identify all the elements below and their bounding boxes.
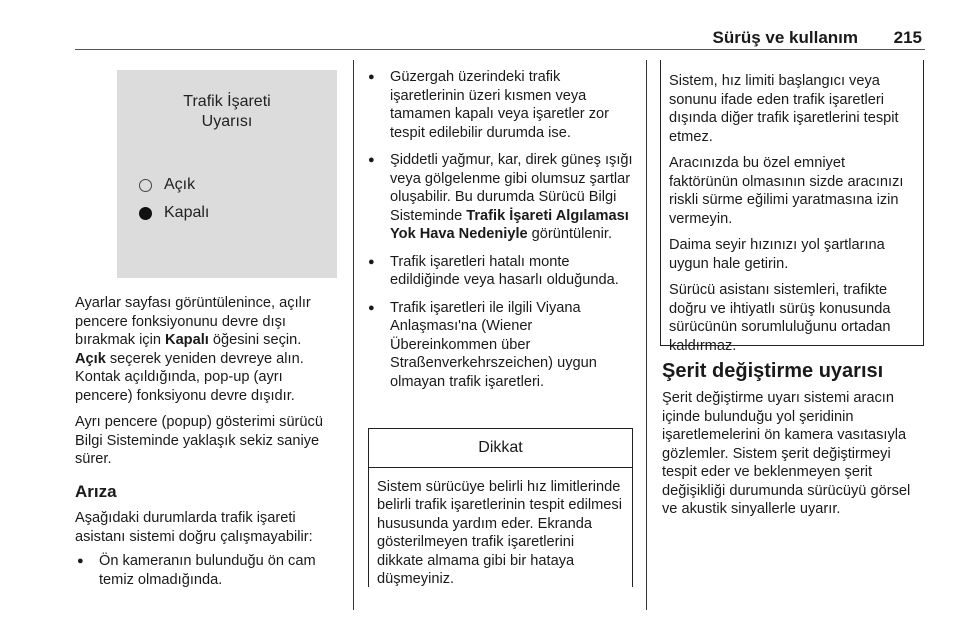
column-divider-1	[353, 60, 354, 610]
list-item: ● Güzergah üzerindeki trafik işaretlerinin üzeri kısmen veya tamamen kapalı veya işaretler zor tespit edilebilir durumda ise.	[366, 68, 634, 142]
paragraph-box-4: Sürücü asistanı sistemleri, trafikte doğru ve ihtiyatlı sürüş konusunda sürücünün sorumluluğunu ortadan kaldırmaz.	[669, 282, 891, 354]
section-heading-fault: Arıza	[75, 481, 117, 501]
column-divider-2	[646, 60, 647, 610]
column-3-section	[662, 360, 926, 519]
settings-screen-figure	[117, 70, 337, 278]
column-2	[366, 68, 634, 400]
caution-box-continued	[660, 60, 924, 354]
paragraph-box-2: Aracınızda bu özel emniyet faktörünün olmasının sizde aracınızı riskli sürme eğilimi yaratmasına izin vermeyin.	[669, 155, 904, 227]
paragraph-lane-departure: Şerit değiştirme uyarı sistemi aracın içinde bulunduğu yol şeridinin işaretlemelerini ön kamera vasıtasıyla gözlemler. Sistem şerit değiştirmeyi tespit eder ve beklenmeyen şerit değişikliği durumunda sürücüyü görsel ve akustik sinyallerle uyarır.	[662, 390, 911, 517]
fault-list-continued	[366, 68, 634, 391]
option-on: Açık	[139, 176, 195, 194]
header-divider	[75, 49, 925, 50]
paragraph-box-1: Sistem, hız limiti başlangıcı veya sonunu ifade eden trafik işaretleri dışında diğer trafik işaretlerini tespit etmez.	[669, 73, 899, 145]
caution-box-title: Dikkat	[369, 429, 632, 468]
radio-empty-icon	[139, 179, 152, 192]
paragraph-fault-intro: Aşağıdaki durumlarda trafik işareti asistanı sistemi doğru çalışmayabilir:	[75, 510, 313, 545]
caution-box	[368, 428, 633, 587]
list-item: ● Trafik işaretleri hatalı monte edildiğinde veya hasarlı olduğunda.	[366, 253, 634, 290]
figure-title: Trafik İşareti Uyarısı	[183, 93, 271, 130]
paragraph-popup-settings: Ayarlar sayfası görüntülenince, açılır pencere fonksiyonunu devre dışı bırakmak için Kapalı öğesini seçin. Açık seçerek yeniden devreye alın. Kontak açıldığında, pop-up (ayrı pencere) fonksiyonu devre dışıdır.	[75, 295, 311, 404]
running-header-title: Sürüş ve kullanım	[712, 28, 858, 47]
section-heading-lane-departure: Şerit değiştirme uyarısı	[662, 360, 884, 382]
fault-list	[75, 552, 343, 589]
list-item: ● Şiddetli yağmur, kar, direk güneş ışığı veya gölgelenme gibi olumsuz şartlar oluşabilir. Bu durumda Sürücü Bilgi Sisteminde Trafik İşareti Algılaması Yok Hava Nedeniyle görüntülenir.	[366, 151, 634, 244]
list-item: ● Ön kameranın bulunduğu ön cam temiz olmadığında.	[75, 552, 343, 589]
paragraph-popup-duration: Ayrı pencere (popup) gösterimi sürücü Bilgi Sisteminde yaklaşık sekiz saniye sürer.	[75, 414, 323, 467]
column-1	[75, 294, 343, 598]
list-item: ● Trafik işaretleri ile ilgili Viyana Anlaşması'na (Wiener Übereinkommen über Straßenverkehrszeichen) uygun olmayan trafik işaretleri.	[366, 299, 634, 392]
caution-box-text: Sistem sürücüye belirli hız limitlerinde belirli trafik işaretlerinin tespit edilmesi hususunda yardım eder. Ekranda gösterilmeyen trafik işaretlerini dikkate almama gibi bir hataya düşmeyiniz.	[377, 478, 622, 587]
page-number: 215	[893, 28, 922, 47]
option-off: Kapalı	[139, 204, 209, 222]
radio-selected-icon	[139, 207, 152, 220]
paragraph-box-3: Daima seyir hızınızı yol şartlarına uygun hale getirin.	[669, 237, 885, 272]
